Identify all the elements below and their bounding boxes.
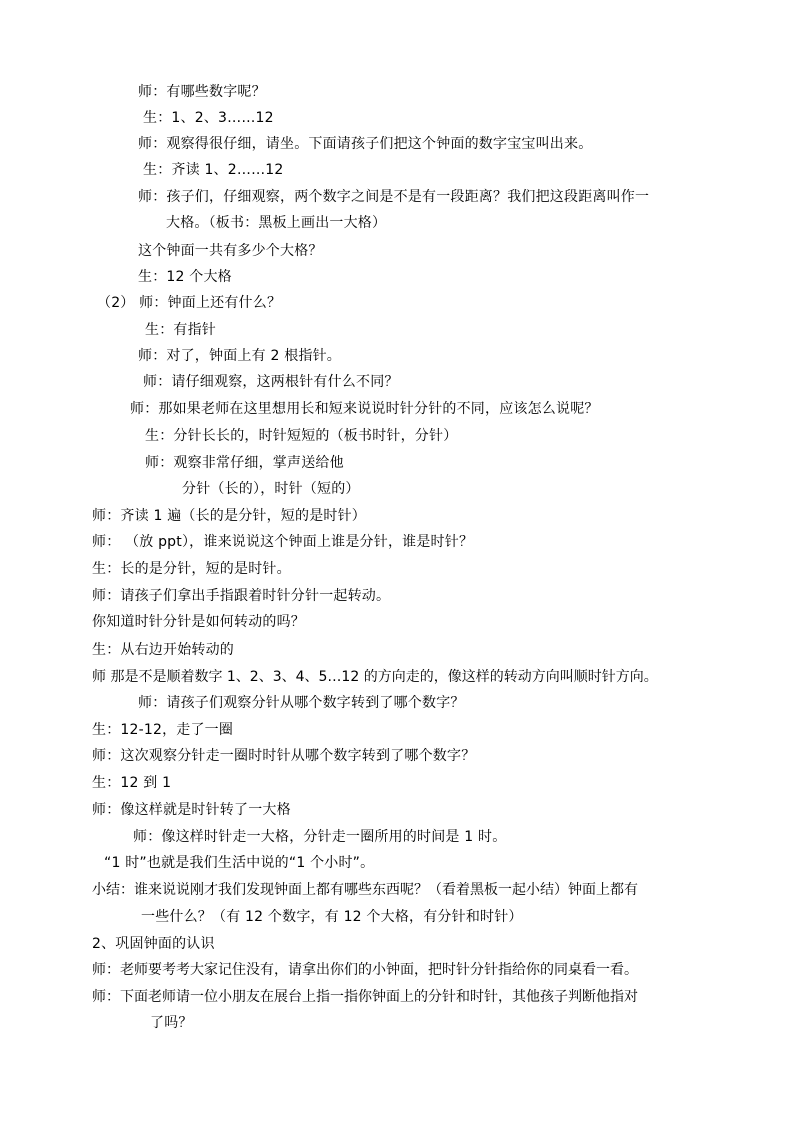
text-line: （2） 师：钟面上还有什么？: [97, 295, 282, 311]
text-line: 师：这次观察分针走一圈时时针从哪个数字转到了哪个数字？: [92, 748, 476, 764]
text-line: 2、巩固钟面的认识: [92, 936, 215, 952]
text-line: 师：请孩子们拿出手指跟着时针分针一起转动。: [92, 588, 391, 604]
text-line: 生：1、2、3……12: [143, 110, 274, 126]
text-line: 生：齐读 1、2……12: [143, 162, 284, 178]
text-line: 师：老师要考考大家记住没有，请拿出你们的小钟面，把时针分针指给你的同桌看一看。: [92, 962, 638, 978]
text-line: 师：那如果老师在这里想用长和短来说说时针分针的不同，应该怎么说呢？: [130, 401, 599, 417]
text-line: 师：对了，钟面上有 2 根指针。: [138, 348, 342, 364]
text-line: 小结：谁来说说刚才我们发现钟面上都有哪些东西呢？（看着黑板一起小结）钟面上都有: [92, 882, 638, 898]
text-line: 师：有哪些数字呢？: [138, 84, 266, 100]
text-line: 生：长的是分针，短的是时针。: [92, 561, 291, 577]
text-line: “1 时”也就是我们生活中说的“1 个小时”。: [104, 855, 375, 871]
text-line: 了吗？: [150, 1015, 193, 1031]
text-line: 师：请孩子们观察分针从哪个数字转到了哪个数字？: [138, 695, 465, 711]
text-line: 分针（长的），时针（短的）: [182, 481, 360, 497]
text-line: 生：分针长长的，时针短短的（板书时针，分针）: [145, 428, 458, 444]
text-line: 生：有指针: [145, 322, 216, 338]
text-line: 生：12 个大格: [138, 269, 232, 285]
text-line: 你知道时针分针是如何转动的吗？: [92, 614, 305, 630]
text-line: 生：12-12，走了一圈: [92, 722, 234, 738]
text-line: 师：请仔细观察，这两根针有什么不同？: [143, 374, 399, 390]
text-line: 师：齐读 1 遍（长的是分针，短的是时针）: [92, 508, 367, 524]
text-line: 师：像这样就是时针转了一大格: [92, 802, 291, 818]
text-line: 生：12 到 1: [92, 775, 172, 791]
text-line: 师：下面老师请一位小朋友在展台上指一指你钟面上的分针和时针，其他孩子判断他指对: [92, 989, 638, 1005]
text-line: 师：观察非常仔细，掌声送给他: [145, 455, 344, 471]
text-line: 师 那是不是顺着数字 1、2、3、4、5…12 的方向走的，像这样的转动方向叫顺时针方向。: [92, 669, 658, 685]
text-line: 师：观察得很仔细，请坐。下面请孩子们把这个钟面的数字宝宝叫出来。: [138, 136, 593, 152]
text-line: 一些什么？（有 12 个数字，有 12 个大格，有分针和时针）: [141, 909, 523, 925]
text-line: 师：像这样时针走一大格，分针走一圈所用的时间是 1 时。: [133, 829, 507, 845]
text-line: 师：孩子们，仔细观察，两个数字之间是不是有一段距离？我们把这段距离叫作一: [138, 189, 650, 205]
text-line: 生：从右边开始转动的: [92, 642, 234, 658]
text-line: 师： （放 ppt），谁来说说这个钟面上谁是分针，谁是时针？: [92, 534, 474, 550]
text-line: 大格。（板书：黑板上画出一大格）: [166, 215, 387, 231]
text-line: 这个钟面一共有多少个大格？: [138, 243, 323, 259]
